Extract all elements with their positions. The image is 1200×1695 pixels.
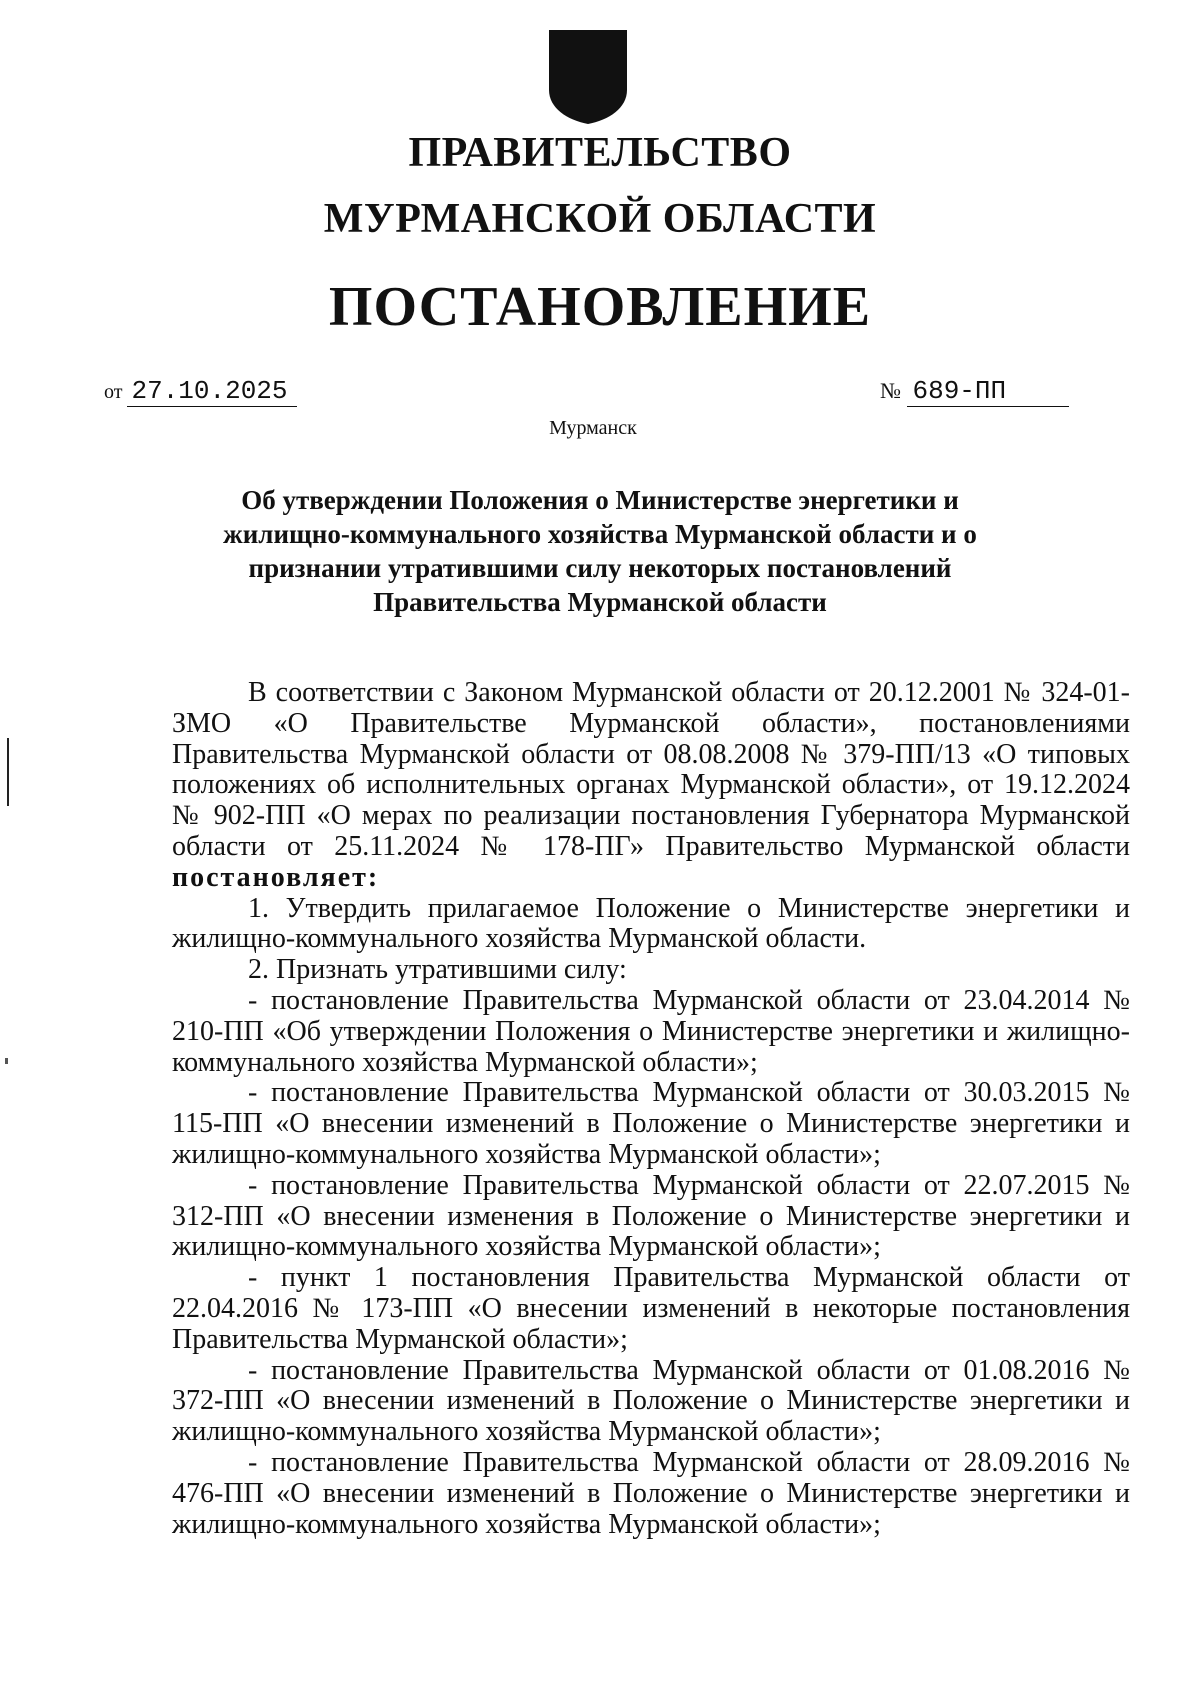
body-item: 2. Признать утратившими силу: xyxy=(248,954,627,986)
body-item: - постановление Правительства Мурманской области от 30.03.2015 № 115-ПП «О внесении изменений в Положение о Министерстве энергетики и жилищно-коммунального хозяйства Мурманской области»; xyxy=(172,1077,1130,1170)
region-title: МУРМАНСКОЙ ОБЛАСТИ xyxy=(323,196,877,242)
body-item: - постановление Правительства Мурманской области от 01.08.2016 № 372-ПП «О внесении изменений в Положение о Министерстве энергетики и жилищно-коммунального хозяйства Мурманской области»; xyxy=(172,1354,1130,1448)
body-item: - пункт 1 постановления Правительства Мурманской области от 22.04.2016 № 173-ПП «О внесении изменений в некоторые постановления Правительства Мурманской области»; xyxy=(172,1262,1130,1355)
document-number: 689-ПП xyxy=(907,376,1069,407)
resolves-word: постановляет: xyxy=(172,861,380,893)
preamble-paragraph xyxy=(172,678,1130,894)
document-subject: Об утверждении Положения о Министерстве энергетики и жилищно-коммунального хозяйства Мурманской области и о признании утратившими силу некоторых постановлений Правительства Мурманской области xyxy=(223,485,977,617)
body-item: - постановление Правительства Мурманской области от 22.07.2015 № 312-ПП «О внесении изменения в Положение о Министерстве энергетики и жилищно-коммунального хозяйства Мурманской области»; xyxy=(172,1169,1130,1263)
coat-of-arms-icon xyxy=(547,28,629,126)
government-title: ПРАВИТЕЛЬСТВО xyxy=(408,130,792,176)
body-item: 1. Утвердить прилагаемое Положение о Министерстве энергетики и жилищно-коммунального хозяйства Мурманской области. xyxy=(172,892,1130,955)
city-name: Мурманск xyxy=(549,417,637,439)
document-type-title: ПОСТАНОВЛЕНИЕ xyxy=(328,276,872,338)
document-body xyxy=(172,678,1130,1540)
body-item: - постановление Правительства Мурманской области от 23.04.2014 № 210-ПП «Об утверждении Положения о Министерстве энергетики и жилищно-коммунального хозяйства Мурманской области»; xyxy=(172,984,1130,1078)
scan-margin-dot xyxy=(5,1058,8,1064)
city-line xyxy=(0,414,1200,442)
number-prefix: № xyxy=(880,378,901,403)
date-prefix: от xyxy=(104,381,123,403)
scan-margin-mark xyxy=(7,738,9,806)
document-date: 27.10.2025 xyxy=(127,376,297,407)
preamble-text: В соответствии с Законом Мурманской области от 20.12.2001 № 324-01-ЗМО «О Правительстве Мурманской области», постановлениями Правительства Мурманской области от 08.08.2008 № 379-ПП/13 «О типовых положениях об исполнительных органах Мурманской области», от 19.12.2024 № 902-ПП «О мерах по реализации постановления Губернатора Мурманской области от 25.11.2024 № 178-ПГ» Правительство Мурманской области xyxy=(172,677,1130,862)
number-field xyxy=(880,376,1069,407)
body-item: - постановление Правительства Мурманской области от 28.09.2016 № 476-ПП «О внесении изменений в Положение о Министерстве энергетики и жилищно-коммунального хозяйства Мурманской области»; xyxy=(172,1446,1130,1540)
date-field xyxy=(104,376,297,407)
